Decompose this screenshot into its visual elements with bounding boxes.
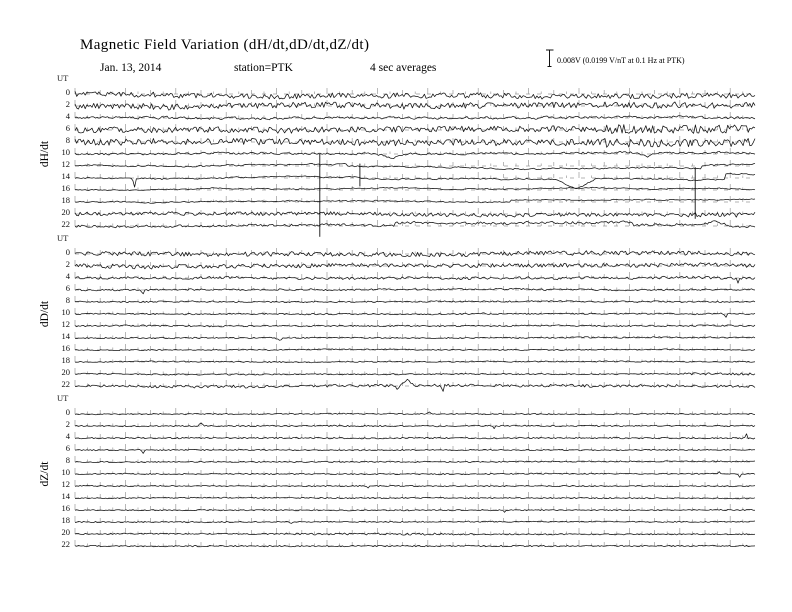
ut-row-label: 16 [61, 343, 70, 353]
trace-ut-18 [75, 199, 755, 204]
ut-row-label: 16 [61, 183, 70, 193]
trace-ut-10 [75, 313, 755, 318]
ut-row-label: 2 [65, 259, 70, 269]
ut-row-label: 10 [61, 307, 70, 317]
ut-row-label: 0 [65, 247, 70, 257]
ut-row-label: 4 [65, 111, 70, 121]
grid-ticks [75, 408, 743, 546]
ut-row-label: 18 [61, 355, 70, 365]
ut-row-label: 6 [65, 283, 70, 293]
ut-axis-label: UT [57, 393, 69, 403]
ut-row-label: 4 [65, 271, 70, 281]
ut-row-label: 14 [61, 491, 70, 501]
subtitle-station: station=PTK [234, 62, 293, 74]
ut-row-label: 14 [61, 171, 70, 181]
ut-row-label: 8 [65, 135, 70, 145]
trace-ut-6 [75, 125, 755, 134]
ut-row-label: 20 [61, 367, 70, 377]
ut-row-label: 20 [61, 207, 70, 217]
ut-row-label: 12 [61, 319, 70, 329]
scale-legend [545, 48, 790, 70]
grid-baselines [75, 254, 755, 386]
ut-row-label: 8 [65, 295, 70, 305]
panel-ylabel-dddt: dD/dt [39, 300, 51, 328]
ut-row-label: 18 [61, 515, 70, 525]
scale-legend-label: 0.008V (0.0199 V/nT at 0.1 Hz at PTK) [557, 56, 685, 65]
scale-bar-icon [545, 49, 557, 69]
grid-baselines [75, 94, 755, 226]
ut-row-label: 0 [65, 407, 70, 417]
panel-ylabel-dhdt: dH/dt [39, 140, 51, 168]
ut-row-label: 22 [61, 379, 70, 389]
subtitle-averaging: 4 sec averages [370, 62, 437, 74]
grid-baselines [75, 414, 755, 546]
ut-row-label: 4 [65, 431, 70, 441]
panel-dhdt-plot [75, 80, 755, 240]
panel-dddt-plot [75, 240, 755, 400]
ut-row-label: 12 [61, 479, 70, 489]
ut-row-label: 0 [65, 87, 70, 97]
ut-row-label: 16 [61, 503, 70, 513]
ut-axis-label: UT [57, 73, 69, 83]
ut-axis-label: UT [57, 233, 69, 243]
subtitle-date: Jan. 13, 2014 [100, 62, 162, 74]
chart-title: Magnetic Field Variation (dH/dt,dD/dt,dZ/dt) [80, 37, 370, 53]
trace-ut-14 [75, 497, 755, 499]
panel-ylabel-dzdt: dZ/dt [39, 461, 51, 487]
ut-row-label: 18 [61, 195, 70, 205]
grid-ticks [75, 88, 743, 226]
ut-row-label: 6 [65, 443, 70, 453]
ut-row-label: 14 [61, 331, 70, 341]
ut-row-label: 20 [61, 527, 70, 537]
trace-ut-20 [75, 533, 755, 535]
ut-row-label: 2 [65, 419, 70, 429]
ut-row-label: 22 [61, 539, 70, 549]
trace-ut-6 [75, 449, 755, 453]
ut-row-label: 10 [61, 147, 70, 157]
panel-dzdt-plot [75, 400, 755, 560]
grid-ticks [75, 248, 743, 386]
ut-row-label: 12 [61, 159, 70, 169]
ut-row-label: 22 [61, 219, 70, 229]
ut-row-label: 8 [65, 455, 70, 465]
ut-row-label: 6 [65, 123, 70, 133]
ut-row-label: 2 [65, 99, 70, 109]
ut-row-label: 10 [61, 467, 70, 477]
